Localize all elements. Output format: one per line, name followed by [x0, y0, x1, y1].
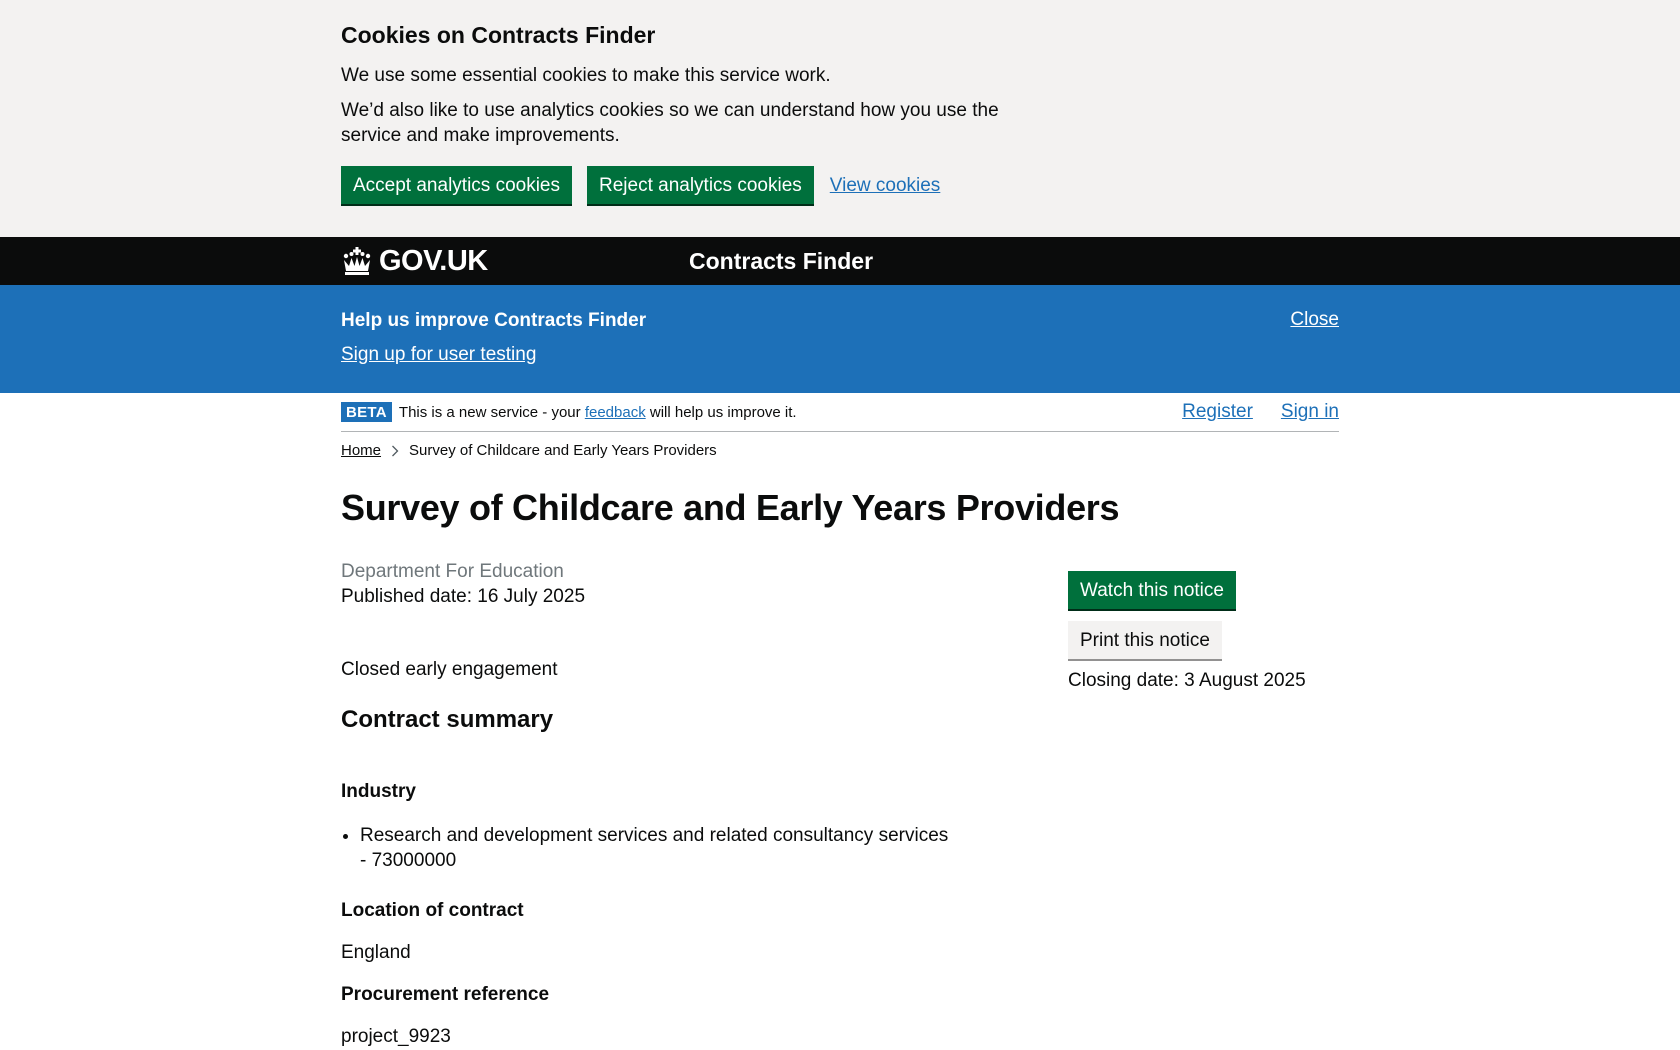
print-notice-button[interactable]: Print this notice: [1068, 621, 1222, 659]
list-item: • Research and development services and related consultancy services - 73000000: [360, 823, 951, 873]
breadcrumb-home-link[interactable]: Home: [341, 442, 382, 459]
accept-cookies-button[interactable]: Accept analytics cookies: [341, 166, 572, 204]
beta-tag: BETA: [341, 402, 392, 422]
procurement-reference-value: project_9923: [341, 1026, 451, 1047]
industry-heading: Industry: [341, 781, 416, 802]
close-banner-link[interactable]: Close: [1290, 309, 1339, 330]
breadcrumb-current: Survey of Childcare and Early Years Providers: [409, 442, 717, 459]
organisation-name: Department For Education: [341, 561, 564, 582]
cookie-banner-actions: [341, 166, 1339, 204]
site-header: [0, 237, 1680, 285]
register-link[interactable]: Register: [1182, 401, 1253, 422]
notice-details: [341, 559, 1068, 1048]
page-title: Survey of Childcare and Early Years Providers: [341, 487, 1120, 528]
service-name-link[interactable]: Contracts Finder: [689, 247, 874, 274]
crown-icon: [341, 246, 373, 276]
notice-actions: [1068, 559, 1306, 1048]
logo-text: GOV.UK: [379, 244, 488, 277]
notice-content: [341, 559, 1339, 1048]
notice-status: Closed early engagement: [341, 659, 558, 680]
user-research-title: Help us improve Contracts Finder: [341, 310, 647, 331]
cookie-banner-heading: Cookies on Contracts Finder: [341, 22, 656, 48]
closing-date: Closing date: 3 August 2025: [1068, 670, 1306, 691]
feedback-link[interactable]: feedback: [584, 403, 646, 421]
govuk-logo-link[interactable]: [341, 245, 488, 278]
user-research-banner: [0, 285, 1680, 393]
cookie-banner-text-analytics: We’d also like to use analytics cookies so we can understand how you use the service and make improvements.: [341, 100, 999, 146]
cookie-banner: [0, 0, 1680, 237]
phase-text-before: This is a new service - your: [398, 403, 585, 421]
phase-banner: [341, 393, 1339, 432]
location-heading: Location of contract: [341, 900, 524, 921]
procurement-reference-heading: Procurement reference: [341, 984, 550, 1005]
phase-banner-text: [399, 404, 797, 421]
contract-summary-heading: Contract summary: [341, 706, 554, 733]
location-value: England: [341, 942, 411, 963]
industry-list: [341, 823, 951, 873]
breadcrumb: [341, 442, 1339, 459]
phase-text-after: will help us improve it.: [645, 403, 797, 421]
account-links: [1182, 401, 1339, 423]
chevron-right-icon: [391, 445, 399, 457]
view-cookies-link[interactable]: View cookies: [829, 175, 941, 196]
reject-cookies-button[interactable]: Reject analytics cookies: [587, 166, 814, 204]
published-date: Published date: 16 July 2025: [341, 586, 586, 607]
user-testing-signup-link[interactable]: Sign up for user testing: [341, 344, 537, 365]
watch-notice-button[interactable]: Watch this notice: [1068, 571, 1236, 609]
sign-in-link[interactable]: Sign in: [1280, 401, 1339, 422]
cookie-banner-text-essential: We use some essential cookies to make this service work.: [341, 65, 831, 86]
